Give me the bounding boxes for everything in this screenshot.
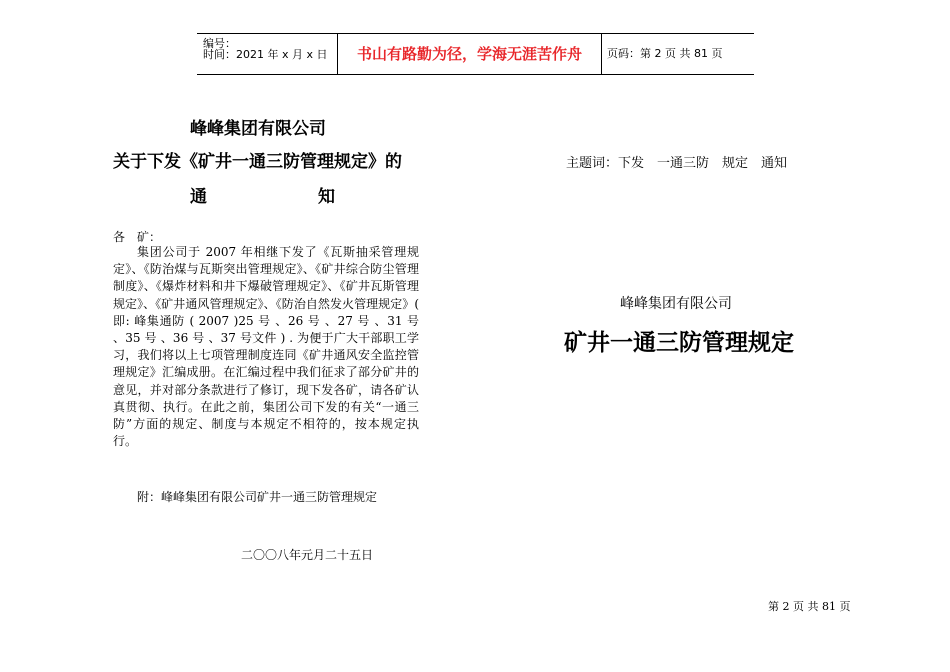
subject-keywords: 主题词：下发 一通三防 规定 通知 (566, 156, 788, 171)
right-company-name: 峰峰集团有限公司 (620, 296, 732, 312)
notice-title-char-2: 知 (318, 187, 335, 207)
issue-date: 二〇〇八年元月二十五日 (241, 548, 374, 562)
notice-title-main: 关于下发《矿井一通三防管理规定》的 (113, 152, 402, 172)
notice-title-char-1: 通 (190, 187, 207, 207)
notice-title-company: 峰峰集团有限公司 (190, 119, 326, 139)
regulation-title: 矿井一通三防管理规定 (564, 330, 794, 356)
notice-body: 集团公司于 2007 年相继下发了《瓦斯抽采管理规定》、《防治煤与瓦斯突出管理规定》、《矿井综合防尘管理制度》、《爆炸材料和井下爆破管理规定》、《矿井瓦斯管理规定》、《矿井通风管理规定》、《防治自然发火管理规定》( 即: 峰集通防 ( 2007 )25 号 、26 号 、27 号 、31 号 、35 号 、36 号 、37 号文件 ) . 为便于广大干部职工学习，我们将以上七项管理制度连同《矿井通风安全监控管理规定》汇编成册。在汇编过程中我们征求了部分矿井的意见，并对部分条款进行了修订，现下发各矿，请各矿认真贯彻、执行。在此之前，集团公司下发的有关“一通三防”方面的规定、制度与本规定不相符的，按本规定执行。 (113, 245, 419, 449)
header-meta-cell (197, 34, 337, 74)
header-page-info: 页码：第 2 页 共 81 页 (607, 47, 723, 60)
attachment-line: 附：峰峰集团有限公司矿井一通三防管理规定 (137, 490, 378, 504)
header-time-label: 时间：2021 年 x 月 x 日 (203, 48, 328, 61)
header-number-label: 编号： (203, 37, 236, 50)
header-motto: 书山有路勤为径，学海无涯苦作舟 (337, 34, 602, 74)
salutation: 各 矿： (113, 230, 162, 244)
page-header (197, 33, 754, 75)
page-footer: 第 2 页 共 81 页 (768, 600, 851, 613)
